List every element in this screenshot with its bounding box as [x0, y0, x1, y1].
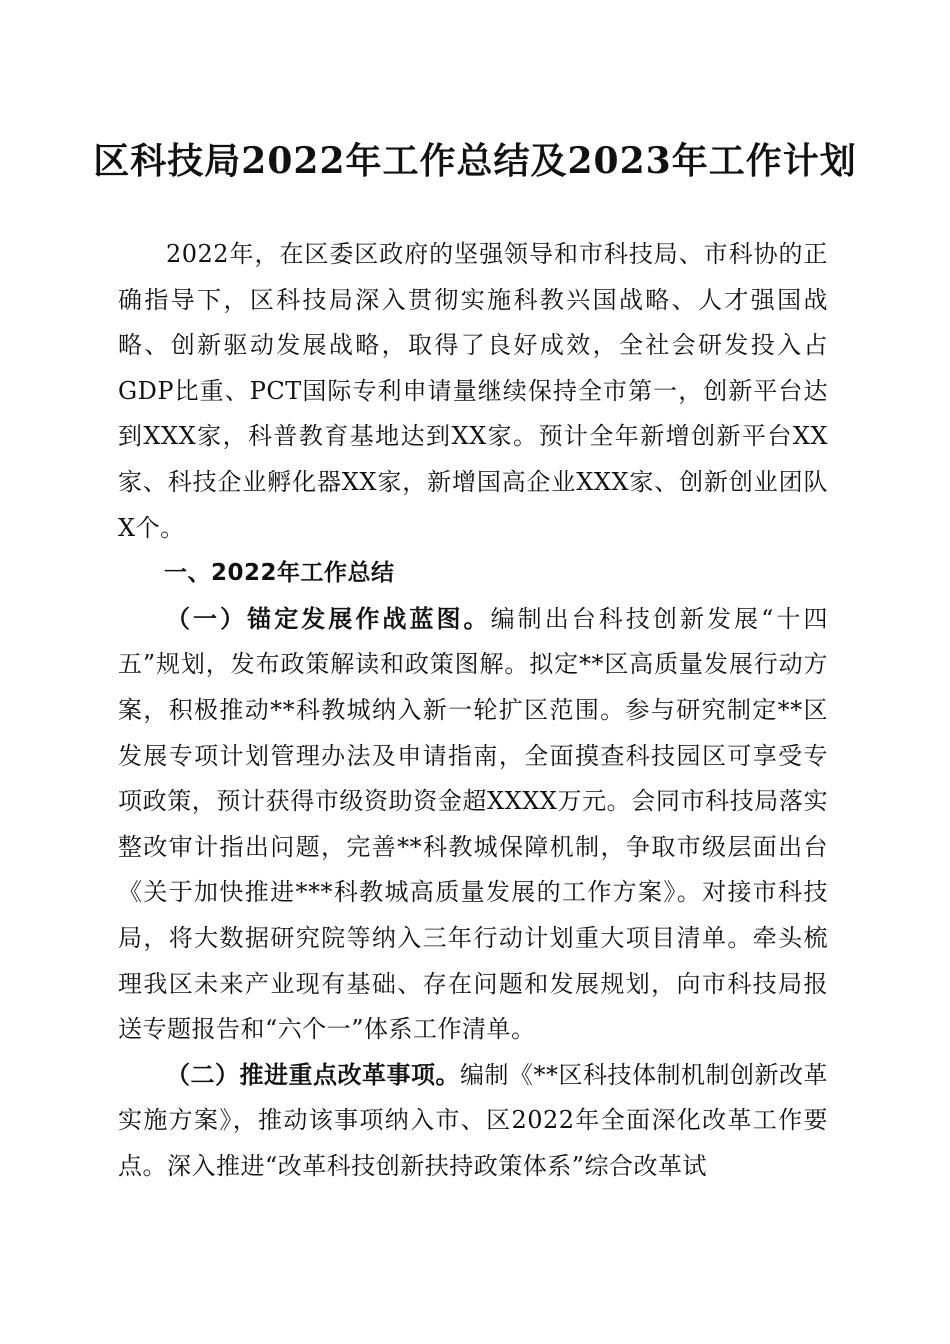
item-1-lead: （一）锚定发展作战蓝图。	[166, 604, 491, 633]
item-2-lead: （二）推进重点改革事项。	[166, 1060, 460, 1089]
item-2-paragraph	[118, 1053, 828, 1190]
item-1-text: 编制出台科技创新发展“十四五”规划，发布政策解读和政策图解。拟定**区高质量发展行动方案，积极推动**科教城纳入新一轮扩区范围。参与研究制定**区发展专项计划管理办法及申请指南，全面摸查科技园区可享受专项政策，预计获得市级资助资金超XXXX万元。会同市科技局落实整改审计指出问题，完善**科教城保障机制，争取市级层面出台《关于加快推进***科教城高质量发展的工作方案》。对接市科技局，将大数据研究院等纳入三年行动计划重大项目清单。牵头梳理我区未来产业现有基础、存在问题和发展规划，向市科技局报送专题报告和“六个一”体系工作清单。	[118, 604, 828, 1044]
document-body	[118, 232, 828, 1189]
document-title: 区科技局2022年工作总结及2023年工作计划	[93, 140, 857, 182]
section-heading-2022-summary: 一、2022年工作总结	[164, 560, 395, 587]
item-1-paragraph	[118, 597, 828, 1053]
item-2-text: 编制《**区科技体制机制创新改革实施方案》，推动该事项纳入市、区2022年全面深化改革工作要点。深入推进“改革科技创新扶持政策体系”综合改革试	[118, 1060, 828, 1180]
intro-paragraph: 2022年，在区委区政府的坚强领导和市科技局、市科协的正确指导下，区科技局深入贯彻实施科教兴国战略、人才强国战略、创新驱动发展战略，取得了良好成效，全社会研发投入占GDP比重、PCT国际专利申请量继续保持全市第一，创新平台达到XXX家，科普教育基地达到XX家。预计全年新增创新平台XX家、科技企业孵化器XX家，新增国高企业XXX家、创新创业团队X个。	[118, 240, 828, 542]
